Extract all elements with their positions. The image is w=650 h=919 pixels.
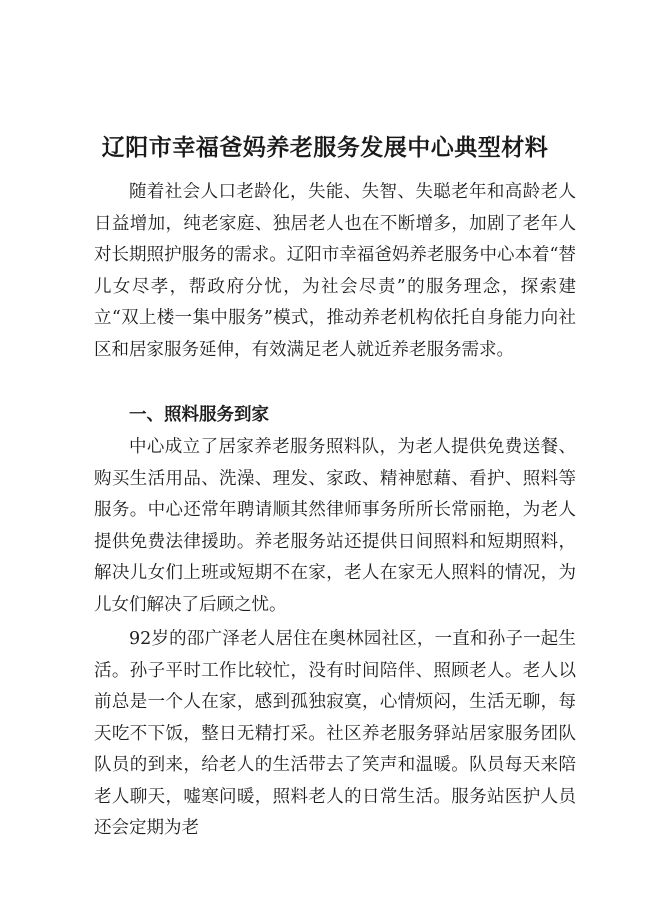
intro-paragraph: 随着社会人口老龄化，失能、失智、失聪老年和高龄老人日益增加，纯老家庭、独居老人也在不断增多，加剧了老年人对长期照护服务的需求。辽阳市幸福爸妈养老服务中心本着“替儿女尽孝，帮政府分忧，为社会尽责”的服务理念，探索建立“双上楼一集中服务”模式，推动养老机构依托自身能力向社区和居家服务延伸，有效满足老人就近养老服务需求。 [94,182,576,360]
section-paragraph-services: 中心成立了居家养老服务照料队，为老人提供免费送餐、购买生活用品、洗澡、理发、家政、精神慰藉、看护、照料等服务。中心还常年聘请顺其然律师事务所所长常丽艳，为老人提供免费法律援助。养老服务站还提供日间照料和短期照料，解决儿女们上班或短期不在家，老人在家无人照料的情况，为儿女们解决了后顾之忧。 [94,437,576,615]
section-heading-care-at-home: 一、照料服务到家 [129,405,269,425]
section-paragraph-case-story: 92岁的邵广泽老人居住在奥林园社区，一直和孙子一起生活。孙子平时工作比较忙，没有时间陪伴、照顾老人。老人以前总是一个人在家，感到孤独寂寞，心情烦闷，生活无聊，每天吃不下饭，整日无精打采。社区养老服务驿站居家服务团队队员的到来，给老人的生活带去了笑声和温暖。队员每天来陪老人聊天，嘘寒问暖，照料老人的日常生活。服务站医护人员还会定期为老 [94,629,576,838]
document-title: 辽阳市幸福爸妈养老服务发展中心典型材料 [101,134,549,161]
